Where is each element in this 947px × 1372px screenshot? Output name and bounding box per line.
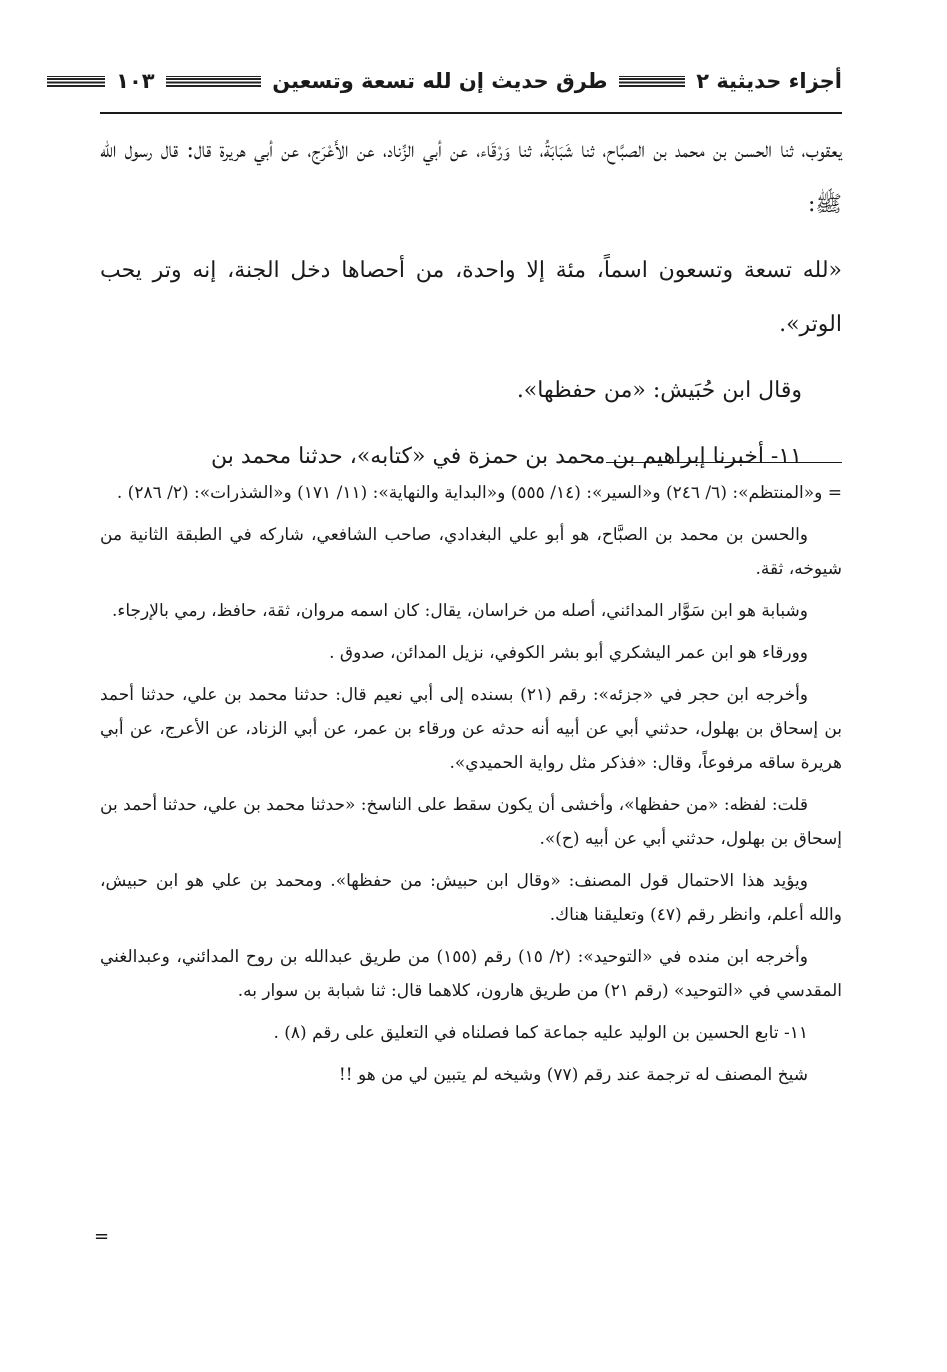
- hadith-quote: «لله تسعة وتسعون اسماً، مئة إلا واحدة، من أحصاها دخل الجنة، إنه وتر يحب الوتر».: [100, 258, 842, 337]
- footnote: وشبابة هو ابن سَوَّار المدائني، أصله من خراسان، يقال: كان اسمه مروان، ثقة، حافظ، رمي بالإرجاء.: [111, 601, 808, 621]
- running-header: [100, 64, 842, 114]
- footnote: والحسن بن محمد بن الصبَّاح، هو أبو علي البغدادي، صاحب الشافعي، شاركه في الطبقة الثانية من شيوخه، ثقة.: [100, 525, 842, 579]
- paragraph: يعقوب، ثنا الحسن بن محمد بن الصبَّاح، ثنا شَبَابَةُ، ثنا وَرْقَاء، عن أبي الزِّناد، عن الأَعْرَج، عن أبي هريرة قال: قال رسول الله ﷺ:: [100, 138, 842, 217]
- header-line: [43, 68, 842, 93]
- page-number: ١٠٣: [116, 69, 155, 93]
- paragraph: ١١- أخبرنا إبراهيم بن محمد بن حمزة في «كتابه»، حدثنا محمد بن: [211, 444, 802, 469]
- footnote: وأخرجه ابن منده في «التوحيد»: (٢/ ١٥) رقم (١٥٥) من طريق عبدالله بن روح المدائني، وعبدالغني المقدسي في «التوحيد» (رقم ٢١) من طريق هارون، كلاهما قال: ثنا شبابة بن سوار به.: [100, 947, 842, 1001]
- main-text: [100, 124, 842, 484]
- ornament-bar: [619, 76, 685, 87]
- footnote: وورقاء هو ابن عمر اليشكري أبو بشر الكوفي، نزيل المدائن، صدوق .: [329, 643, 808, 663]
- ornament-bar: [47, 76, 105, 87]
- chapter-title: طرق حديث إن لله تسعة وتسعين: [272, 69, 608, 93]
- footnote: وأخرجه ابن حجر في «جزئه»: رقم (٢١) بسنده إلى أبي نعيم قال: حدثنا محمد بن علي، حدثنا أحمد بن إسحاق بن بهلول، حدثني أبي عن أبيه أنه حدثه عن ورقاء بن عمر، عن أبي الزناد، عن الأعرج، عن أبي هريرة ساقه مرفوعاً، وقال: «فذكر مثل رواية الحميدي».: [100, 685, 842, 773]
- book-title: أجزاء حديثية ٢: [696, 69, 842, 93]
- footnote: ويؤيد هذا الاحتمال قول المصنف: «وقال ابن حبيش: من حفظها». ومحمد بن علي هو ابن حبيش، والله أعلم، وانظر رقم (٤٧) وتعليقنا هناك.: [100, 871, 842, 925]
- footnotes: [100, 476, 842, 1100]
- footnote: شيخ المصنف له ترجمة عند رقم (٧٧) وشيخه لم يتبين لي من هو !!: [338, 1065, 808, 1085]
- paragraph: وقال ابن حُبَيش: «من حفظها».: [516, 378, 802, 403]
- footnote-separator: [606, 462, 842, 463]
- continuation-mark: =: [94, 1226, 110, 1247]
- ornament-bar: [166, 76, 261, 87]
- footnote: = و«المنتظم»: (٦/ ٢٤٦) و«السير»: (١٤/ ٥٥٥) و«البداية والنهاية»: (١١/ ١٧١) و«الشذرات»: (٢/ ٢٨٦) .: [116, 483, 842, 503]
- footnote: قلت: لفظه: «من حفظها»، وأخشى أن يكون سقط على الناسخ: «حدثنا محمد بن علي، حدثنا أحمد بن إسحاق بن بهلول، حدثني أبي عن أبيه (ح)».: [100, 795, 842, 849]
- footnote: ١١- تابع الحسين بن الوليد عليه جماعة كما فصلناه في التعليق على رقم (٨) .: [273, 1023, 808, 1043]
- header-rule: [100, 112, 842, 114]
